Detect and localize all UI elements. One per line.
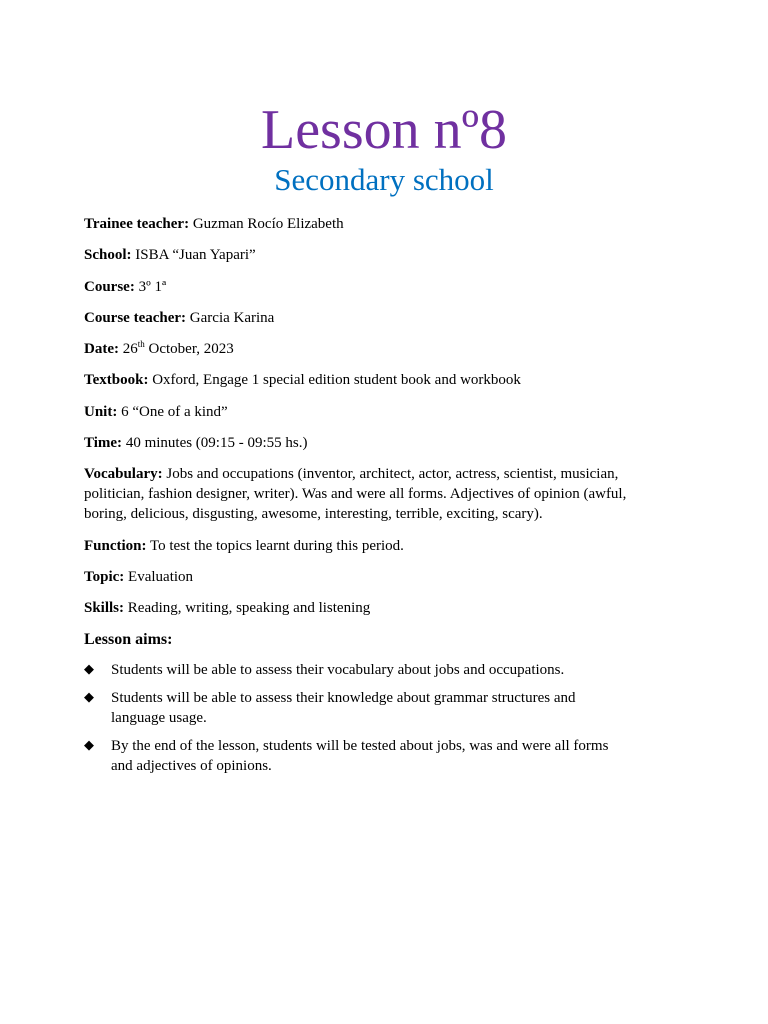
field-value: 6 “One of a kind” [117, 403, 228, 420]
field-unit [84, 402, 664, 422]
field-label: Time: [84, 435, 123, 452]
lesson-aims-heading: Lesson aims: [84, 630, 173, 648]
page-title: Lesson nº8 [260, 99, 507, 161]
field-course [84, 277, 664, 297]
field-function [84, 536, 664, 556]
field-label: Textbook: [84, 372, 149, 389]
field-label: Course: [84, 278, 135, 295]
field-topic [84, 567, 664, 587]
field-value: Reading, writing, speaking and listening [124, 600, 371, 617]
aim-text: Students will be able to assess their knowledge about grammar structures and language usage. [111, 689, 576, 726]
lesson-details [84, 214, 664, 784]
field-label: Topic: [84, 568, 125, 585]
field-date [84, 339, 664, 359]
field-value: Jobs and occupations (inventor, architect, actor, actress, scientist, musician, politician, fashion designer, writer). Was and were all forms. Adjectives of opinion (awful, boring, delicious, disgusting, awesome, interesting, terrible, exciting, scary). [84, 466, 627, 523]
field-textbook [84, 370, 664, 390]
lesson-aims-list [84, 660, 664, 776]
field-value: ISBA “Juan Yapari” [131, 247, 256, 264]
field-school [84, 245, 664, 265]
field-value-month-year: October, 2023 [144, 341, 234, 358]
diamond-icon: ◆ [84, 737, 94, 753]
field-value: To test the topics learnt during this period. [146, 537, 404, 554]
field-label: Course teacher: [84, 309, 187, 326]
field-label: School: [84, 247, 132, 264]
field-label: Skills: [84, 600, 125, 617]
field-value: Garcia Karina [186, 309, 275, 326]
field-value: Guzman Rocío Elizabeth [189, 216, 344, 232]
list-item [84, 688, 621, 728]
field-skills [84, 598, 664, 618]
diamond-icon: ◆ [84, 689, 94, 705]
field-value-day: 26 [118, 341, 138, 358]
field-label: Trainee teacher: [84, 216, 190, 232]
field-trainee-teacher [84, 214, 664, 234]
field-value-ordinal: th [137, 339, 145, 350]
field-label: Date: [84, 341, 119, 358]
field-course-teacher [84, 308, 664, 328]
field-label: Function: [84, 537, 147, 554]
field-value: Oxford, Engage 1 special edition student book and workbook [148, 372, 521, 389]
field-value: Evaluation [124, 568, 194, 585]
field-time [84, 433, 664, 453]
list-item [84, 736, 621, 776]
field-label: Vocabulary: [84, 466, 163, 483]
aim-text: By the end of the lesson, students will be tested about jobs, was and were all forms and adjectives of opinions. [111, 737, 609, 774]
field-label: Unit: [84, 403, 118, 420]
page-subtitle: Secondary school [274, 162, 494, 197]
field-value: 3º 1ª [134, 278, 167, 295]
list-item [84, 660, 621, 680]
field-vocabulary [84, 464, 664, 524]
field-value: 40 minutes (09:15 - 09:55 hs.) [122, 435, 308, 452]
diamond-icon: ◆ [84, 661, 94, 677]
aim-text: Students will be able to assess their vocabulary about jobs and occupations. [111, 661, 565, 678]
